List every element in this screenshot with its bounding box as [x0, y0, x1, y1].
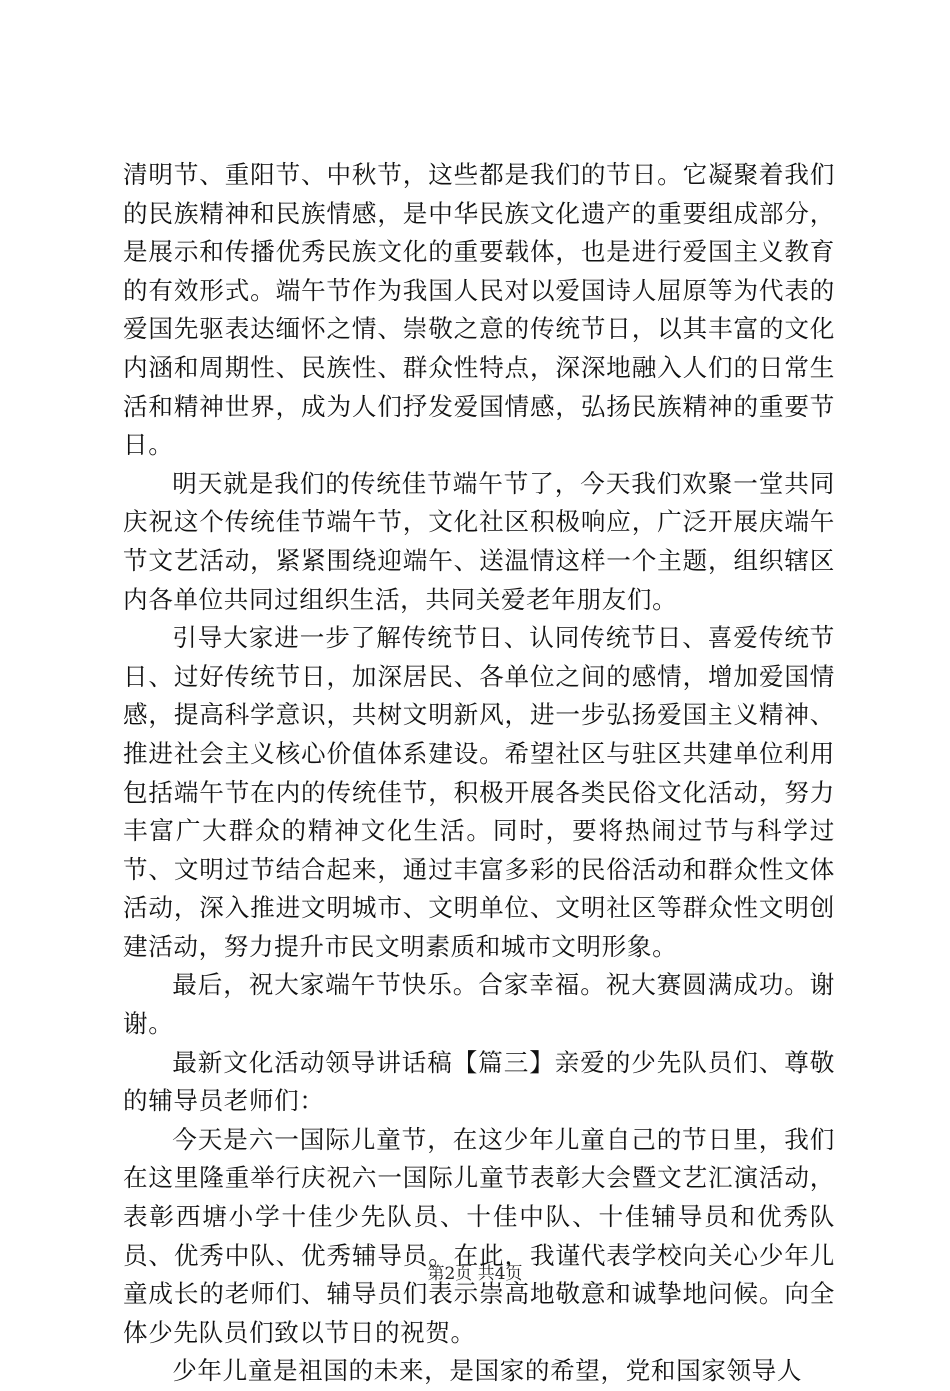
paragraph-3: 引导大家进一步了解传统节日、认同传统节日、喜爱传统节日、过好传统节日，加深居民、各单位之间的感情，增加爱国情感，提高科学意识，共树文明新风，进一步弘扬爱国主义精神、推进社会主义核心价值体系建设。希望社区与驻区共建单位利用包括端午节在内的传统佳节，积极开展各类民俗文化活动，努力丰富广大群众的精神文化生活。同时，要将热闹过节与科学过节、文明过节结合起来，通过丰富多彩的民俗活动和群众性文体活动，深入推进文明城市、文明单位、文明社区等群众性文明创建活动，努力提升市民文明素质和城市文明形象。	[123, 623, 835, 961]
paragraph-6: 今天是六一国际儿童节，在这少年儿童自己的节日里，我们在这里隆重举行庆祝六一国际儿童节表彰大会暨文艺汇演活动，表彰西塘小学十佳少先队员、十佳中队、十佳辅导员和优秀队员、优秀中队、优秀辅导员。在此，我谨代表学校向关心少年儿童成长的老师们、辅导员们表示崇高地敬意和诚挚地问候。向全体少先队员们致以节日的祝贺。	[123, 1124, 835, 1347]
page-footer: 第2页 共4页	[427, 1264, 523, 1284]
paragraph-1: 清明节、重阳节、中秋节，这些都是我们的节日。它凝聚着我们的民族精神和民族情感，是中华民族文化遗产的重要组成部分，是展示和传播优秀民族文化的重要载体，也是进行爱国主义教育的有效形式。端午节作为我国人民对以爱国诗人屈原等为代表的爱国先驱表达缅怀之情、崇敬之意的传统节日，以其丰富的文化内涵和周期性、民族性、群众性特点，深深地融入人们的日常生活和精神世界，成为人们抒发爱国情感，弘扬民族精神的重要节日。	[123, 160, 835, 460]
paragraph-7: 少年儿童是祖国的未来，是国家的希望，党和国家领导人	[172, 1356, 803, 1386]
document-body	[123, 156, 835, 1391]
paragraph-2: 明天就是我们的传统佳节端午节了，今天我们欢聚一堂共同庆祝这个传统佳节端午节，文化社区积极响应，广泛开展庆端午节文艺活动，紧紧围绕迎端午、送温情这样一个主题，组织辖区内各单位共同过组织生活，共同关爱老年朋友们。	[123, 468, 835, 614]
paragraph-5: 最新文化活动领导讲话稿【篇三】亲爱的少先队员们、尊敬的辅导员老师们：	[123, 1047, 835, 1116]
paragraph-4: 最后，祝大家端午节快乐。合家幸福。祝大赛圆满成功。谢谢。	[123, 970, 835, 1039]
